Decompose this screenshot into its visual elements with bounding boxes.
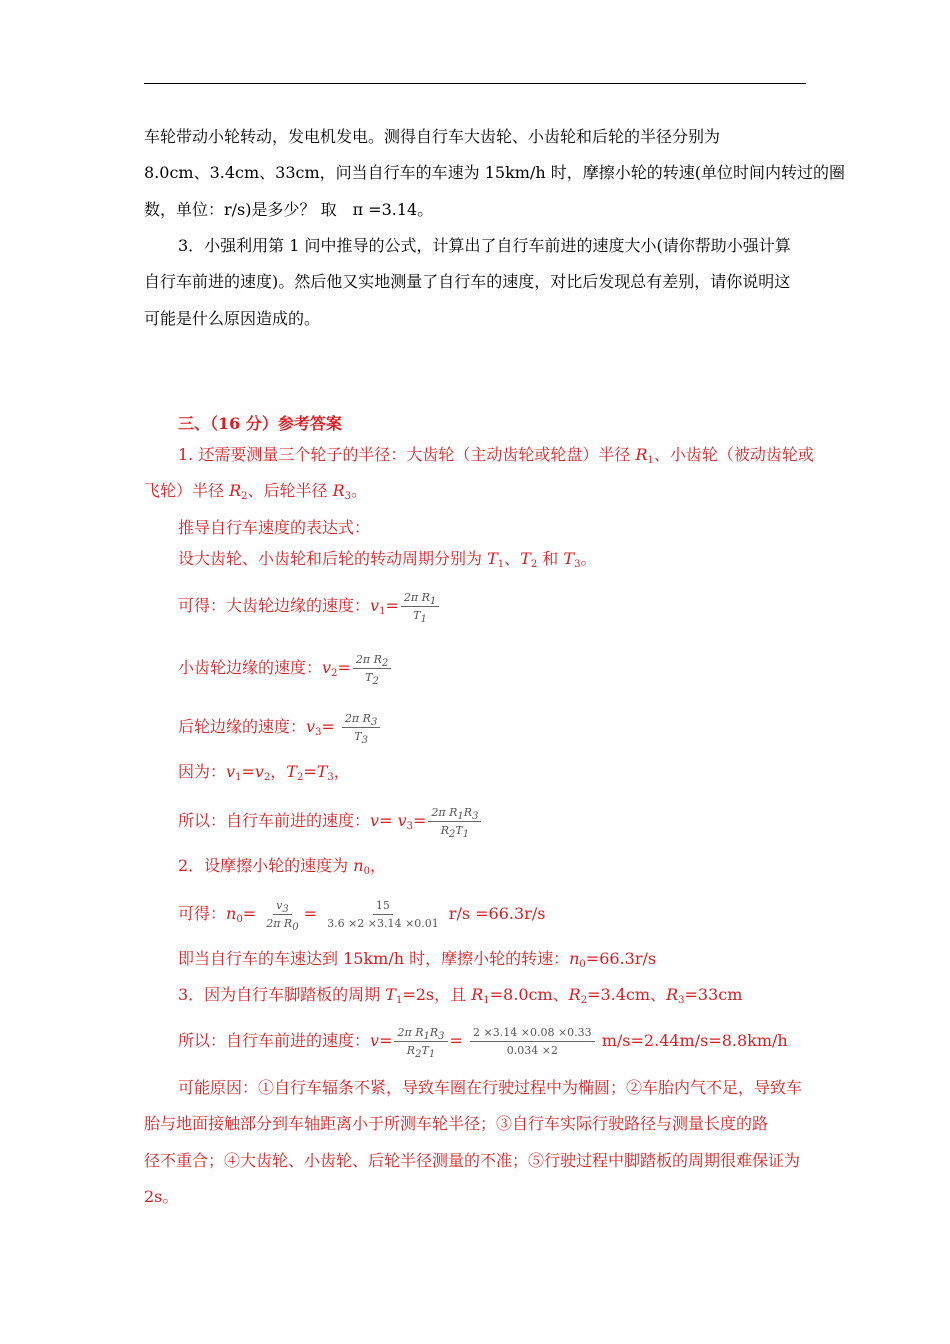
- question-line-3: 数，单位：r/s)是多少？ 取 π =3.14。: [144, 200, 434, 219]
- v1-fraction: $\frac{2\pi R_1}{T_1}$: [401, 590, 439, 623]
- question-3-line-1: 3．小强利用第 1 问中推导的公式，计算出了自行车前进的速度大小(请你帮助小强计算: [178, 236, 791, 255]
- n0-numeric-fraction: $\frac{15}{3.6 \times 2 \times 3.14 \times 0.01}$: [327, 899, 439, 930]
- answer-heading: 三、（16 分）参考答案: [178, 414, 342, 433]
- n0-fraction: $\frac{v_3}{2\pi R_0}$: [266, 899, 299, 933]
- reason-line-4: 2s。: [144, 1187, 179, 1206]
- question-line-2: 8.0cm、3.4cm、33cm，问当自行车的车速为 15km/h 时，摩擦小轮的转速(单位时间内转过的圈: [144, 163, 845, 182]
- answer-3-line: 3．因为自行车脚踏板的周期 $T_1=2s$，且 $R_1=8.0cm$、$R_2=3.4cm$、$R_3=33cm$: [178, 985, 743, 1006]
- answer-2-conclusion: 即当自行车的车速达到 15km/h 时，摩擦小轮的转速：$n_0=66.3r/s$: [178, 949, 657, 970]
- answer-1-line-1: 1. 还需要测量三个轮子的半径：大齿轮（主动齿轮或轮盘）半径 $R_1$、小齿轮（被动齿轮或: [178, 445, 814, 466]
- answer-2-calc: 可得：$n_0=$ $\frac{v_3}{2\pi R_0}$ = $\frac{15}{3.6 \times 2 \times 3.14 \times 0.01}$ r/s =66.3r/s: [178, 899, 546, 933]
- question-3-line-3: 可能是什么原因造成的。: [144, 309, 321, 328]
- question-line-1: 车轮带动小轮转动，发电机发电。测得自行车大齿轮、小齿轮和后轮的半径分别为: [144, 127, 721, 146]
- reason-line-1: 可能原因：①自行车辐条不紧，导致车圈在行驶过程中为椭圆；②车胎内气不足，导致车: [178, 1078, 803, 1097]
- answer-1-line-2: 飞轮）半径 $R_2$、后轮半径 $R_3$。: [144, 481, 368, 502]
- reason-line-3: 径不重合；④大齿轮、小齿轮、后轮半径测量的不准；⑤行驶过程中脚踏板的周期很难保证为: [144, 1151, 801, 1170]
- v3-fraction: $\frac{2\pi R_3}{T_3}$: [342, 711, 380, 744]
- header-rule: [144, 83, 806, 84]
- speed-numeric-fraction: $\frac{2 \times 3.14 \times 0.08 \times 0.33}{0.034 \times 2}$: [470, 1025, 595, 1058]
- answer-2-line: 2．设摩擦小轮的速度为 $n_0$，: [178, 856, 386, 877]
- v3-line: 后轮边缘的速度：$v_3=$ $\frac{2\pi R_3}{T_3}$: [178, 711, 382, 744]
- v1-line: 可得：大齿轮边缘的速度：$v_1=$ $\frac{2\pi R_1}{T_1}$: [178, 590, 441, 623]
- speed-fraction: $\frac{2\pi R_1R_3}{R_2T_1}$: [394, 1025, 447, 1058]
- because-line: 因为：$v_1=v_2$，$T_2=T_3$，: [178, 762, 350, 783]
- v2-fraction: $\frac{2\pi R_2}{T_2}$: [353, 652, 391, 685]
- derive-line: 推导自行车速度的表达式：: [178, 518, 371, 537]
- reason-line-2: 胎与地面接触部分到车轴距离小于所测车轮半径；③自行车实际行驶路径与测量长度的路: [144, 1114, 769, 1133]
- v2-line: 小齿轮边缘的速度：$v_2=$ $\frac{2\pi R_2}{T_2}$: [178, 652, 393, 685]
- periods-line: 设大齿轮、小齿轮和后轮的转动周期分别为 $T_1$、$T_2$ 和 $T_3$。: [178, 549, 597, 570]
- answer-3-speed: 所以：自行车前进的速度：v= $\frac{2\pi R_1R_3}{R_2T_1}$ = $\frac{2 \times 3.14 \times 0.08 \times 0.33}{0.034 \times 2}$ m/s=2.44m/s=8.8km/h: [178, 1026, 788, 1060]
- therefore-fraction: $\frac{2\pi R_1R_3}{R_2T_1}$: [428, 805, 481, 838]
- therefore-line: 所以：自行车前进的速度：$v= v_3=$ $\frac{2\pi R_1R_3}{R_2T_1}$: [178, 805, 483, 838]
- question-3-line-2: 自行车前进的速度)。然后他又实地测量了自行车的速度，对比后发现总有差别，请你说明这: [144, 272, 791, 291]
